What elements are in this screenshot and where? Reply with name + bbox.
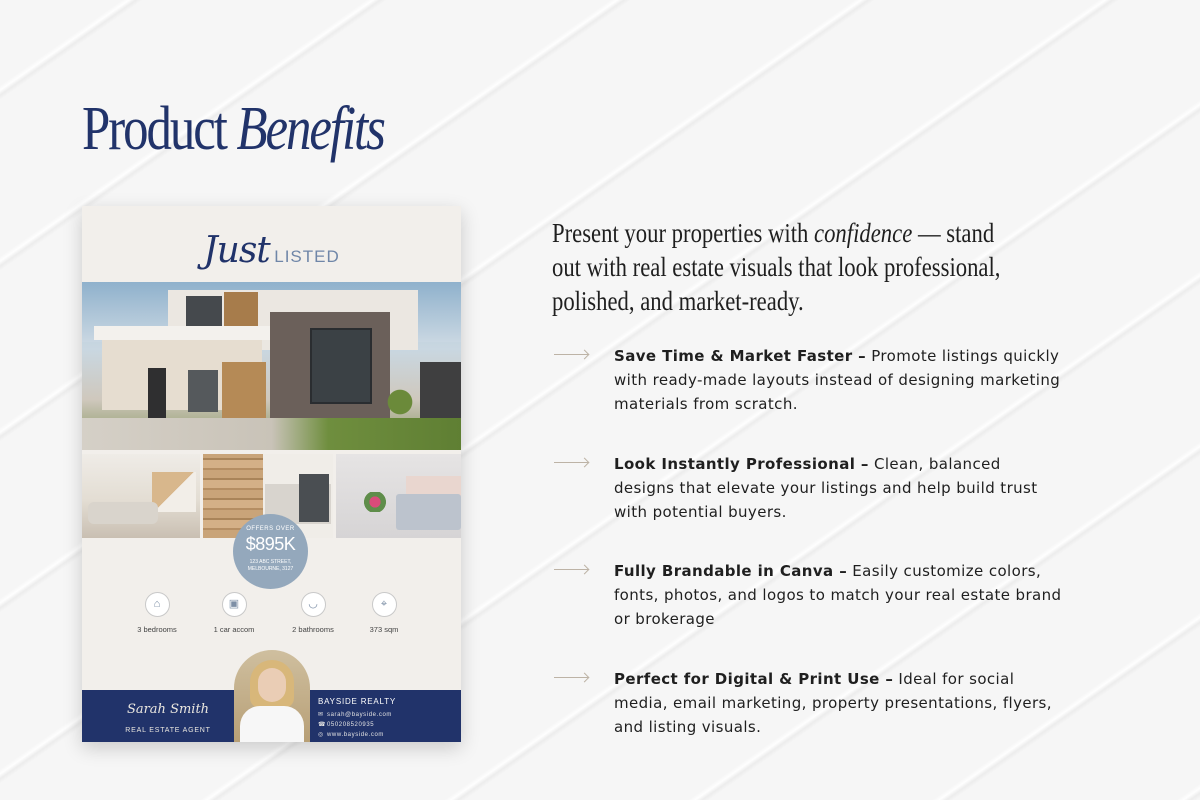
email-text: sarah@bayside.com — [327, 712, 392, 718]
house-photo — [82, 282, 461, 450]
intro-text — [552, 216, 1022, 318]
living-room-photo — [82, 454, 200, 538]
benefit-heading: Perfect for Digital & Print Use – — [614, 670, 894, 688]
arrow-right-icon — [554, 462, 588, 463]
arrow-right-icon — [554, 569, 588, 570]
price-badge — [233, 514, 308, 589]
contact-email — [318, 711, 392, 718]
benefit-body: Promote listings quickly with ready-made layouts instead of designing marketing materials from scratch. — [614, 347, 1061, 413]
feature-label: 2 bathrooms — [292, 625, 334, 634]
feature-area — [339, 592, 429, 634]
flyer-header-caps: LISTED — [274, 247, 340, 266]
flyer-preview — [82, 206, 461, 742]
benefit-body: Ideal for social media, email marketing, property presentations, flyers, and listing visuals. — [614, 670, 1052, 736]
feature-label: 373 sqm — [369, 625, 399, 634]
agent-role: REAL ESTATE AGENT — [125, 727, 211, 734]
arrow-right-icon — [554, 677, 588, 678]
arrow-right-icon — [554, 354, 588, 355]
bedroom-photo — [336, 454, 461, 538]
web-text: www.bayside.com — [327, 732, 385, 738]
realty-name: BAYSIDE REALTY — [318, 697, 397, 706]
price-address — [233, 559, 308, 573]
benefit-heading: Look Instantly Professional – — [614, 455, 869, 473]
flyer-header-script: Just — [203, 230, 270, 271]
area-icon: ⌖ — [372, 592, 397, 617]
phone-text: 050208520935 — [327, 722, 375, 728]
feature-car — [189, 592, 279, 634]
address-line-2: MELBOURNE, 3127 — [247, 566, 294, 572]
property-features — [82, 592, 461, 642]
bed-icon: ⌂ — [145, 592, 170, 617]
benefit-body: Easily customize colors, fonts, photos, and logos to match your real estate brand or brokerage — [614, 562, 1062, 628]
title-part-2: Benefits — [236, 95, 384, 163]
phone-icon: ☎ — [318, 722, 327, 728]
intro-after: — stand out with real estate visuals that look professional, polished, and market-ready. — [552, 218, 1001, 316]
contact-phone — [318, 721, 374, 728]
benefit-heading: Save Time & Market Faster – — [614, 347, 867, 365]
price-offers-label: OFFERS OVER — [246, 526, 295, 532]
benefit-body: Clean, balanced designs that elevate your listings and help build trust with potential buyers. — [614, 455, 1038, 521]
page-title — [82, 95, 384, 163]
intro-before: Present your properties with — [552, 218, 815, 248]
flyer-header — [82, 230, 461, 271]
benefit-heading: Fully Brandable in Canva – — [614, 562, 848, 580]
feature-label: 3 bedrooms — [137, 625, 177, 634]
globe-icon: ◎ — [318, 732, 324, 738]
intro-emphasis: confidence — [814, 218, 913, 248]
title-part-1: Product — [82, 95, 226, 163]
agent-name: Sarah Smith — [126, 702, 210, 717]
bath-icon: ◡ — [301, 592, 326, 617]
car-icon: ▣ — [222, 592, 247, 617]
address-line-1: 123 ABC STREET, — [249, 559, 292, 565]
agent-photo — [234, 650, 310, 742]
contact-web — [318, 731, 384, 738]
feature-label: 1 car accom — [213, 625, 255, 634]
email-icon: ✉ — [318, 712, 324, 718]
price-amount: $895K — [245, 534, 296, 554]
